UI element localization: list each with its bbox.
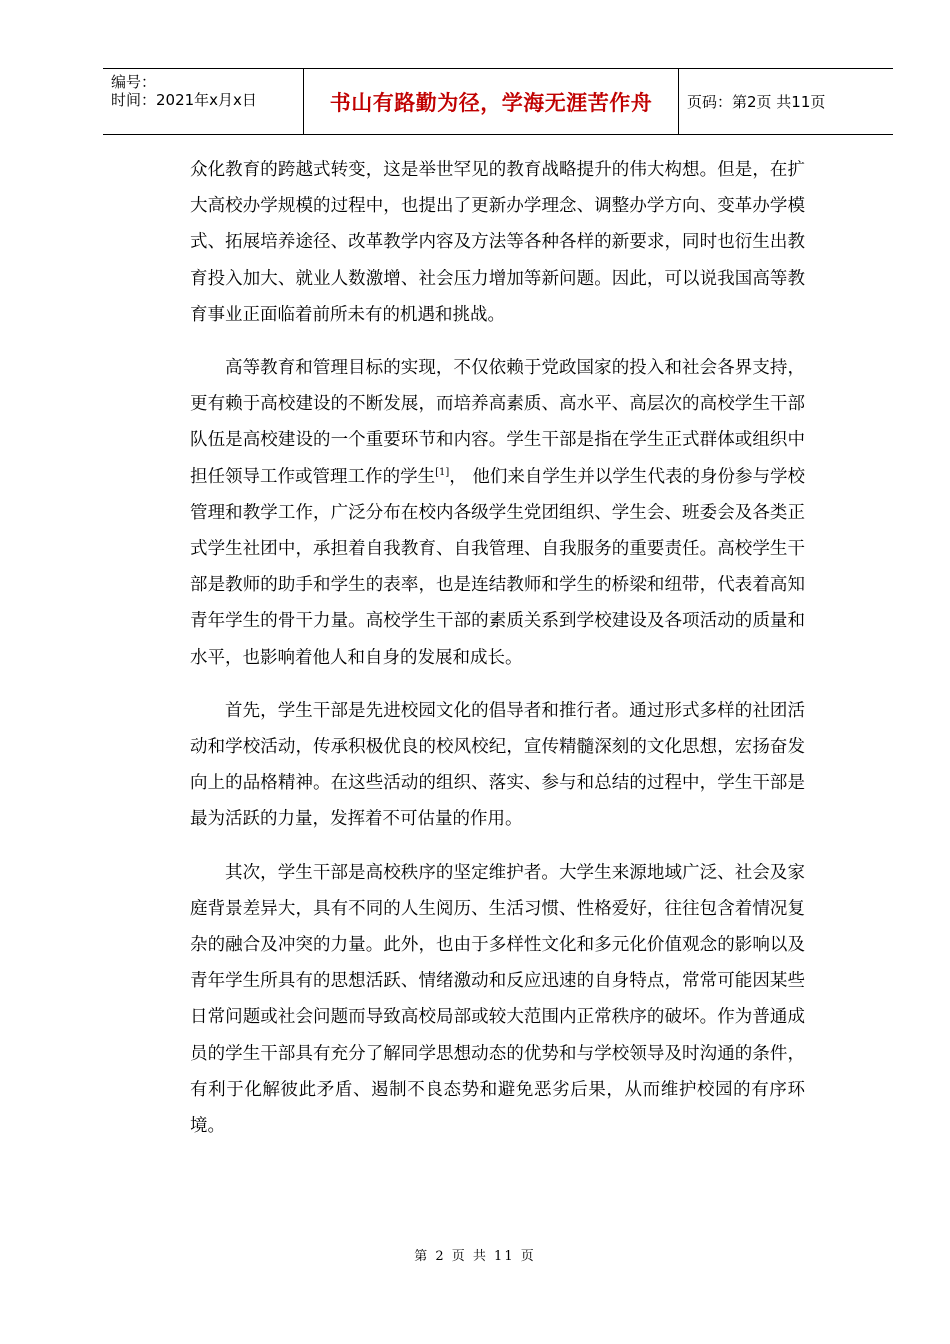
paragraph-2 <box>190 350 805 676</box>
document-body <box>190 152 805 1161</box>
header-meta <box>103 69 303 134</box>
paragraph-4: 其次，学生干部是高校秩序的坚定维护者。大学生来源地域广泛、社会及家庭背景差异大，具有不同的人生阅历、生活习惯、性格爱好，往往包含着情况复杂的融合及冲突的力量。此外，也由于多样性文化和多元化价值观念的影响以及青年学生所具有的思想活跃、情绪激动和反应迅速的自身特点，常常可能因某些日常问题或社会问题而导致高校局部或较大范围内正常秩序的破坏。作为普通成员的学生干部具有充分了解同学思想动态的优势和与学校领导及时沟通的条件，有利于化解彼此矛盾、遏制不良态势和避免恶劣后果，从而维护校园的有序环境。 <box>190 862 805 1137</box>
paragraph-2-part-b: ， 他们来自学生并以学生代表的身份参与学校管理和教学工作，广泛分布在校内各级学生党团组织、学生会、班委会及各类正式学生社团中，承担着自我教育、自我管理、自我服务的重要责任。高校学生干部是教师的助手和学生的表率，也是连结教师和学生的桥梁和纽带，代表着高知青年学生的骨干力量。高校学生干部的素质关系到学校建设及各项活动的质量和水平，也影响着他人和自身的发展和成长。 <box>190 466 806 668</box>
header-motto <box>303 69 679 134</box>
paragraph-2-part-a: 高等教育和管理目标的实现，不仅依赖于党政国家的投入和社会各界支持，更有赖于高校建设的不断发展，而培养高素质、高水平、高层次的高校学生干部队伍是高校建设的一个重要环节和内容。学生干部是指在学生正式群体或组织中担任领导工作或管理工作的学生 <box>190 358 805 487</box>
paragraph-3: 首先，学生干部是先进校园文化的倡导者和推行者。通过形式多样的社团活动和学校活动，传承积极优良的校风校纪，宣传精髓深刻的文化思想，宏扬奋发向上的品格精神。在这些活动的组织、落实、参与和总结的过程中，学生干部是最为活跃的力量，发挥着不可估量的作用。 <box>190 700 805 830</box>
header-page-code <box>679 69 893 134</box>
document-number-label: 编号： <box>111 73 157 91</box>
motto-text: 书山有路勤为径，学海无涯苦作舟 <box>329 90 653 115</box>
page-code-text: 页码：第2页 共11页 <box>687 93 826 111</box>
footer-page-number: 第 2 页 共 11 页 <box>414 1249 536 1264</box>
page-header <box>103 68 893 135</box>
page-footer <box>0 1245 950 1264</box>
paragraph-1: 众化教育的跨越式转变，这是举世罕见的教育战略提升的伟大构想。但是，在扩大高校办学规模的过程中，也提出了更新办学理念、调整办学方向、变革办学模式、拓展培养途径、改革教学内容及方法等各种各样的新要求，同时也衍生出教育投入加大、就业人数激增、社会压力增加等新问题。因此，可以说我国高等教育事业正面临着前所未有的机遇和挑战。 <box>190 160 805 325</box>
document-date: 时间：2021年x月x日 <box>111 91 257 109</box>
citation-ref: [1] <box>435 466 450 478</box>
